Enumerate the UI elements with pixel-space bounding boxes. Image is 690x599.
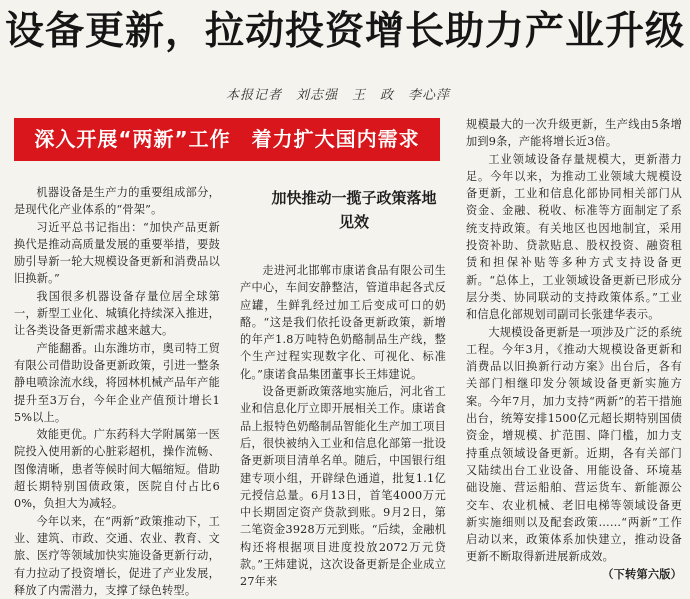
headline: 设备更新，拉动投资增长助力产业升级 bbox=[4, 9, 685, 54]
paragraph: 我国很多机器设备存量位居全球第一，新型工业化、城镇化持续深入推进，让各类设备更新需求越来越大。 bbox=[14, 289, 220, 338]
paragraph: 习近平总书记指出：“加快产品更新换代是推动高质量发展的重要举措，要鼓励引导新一轮大规模设备更新和消费品以旧换新。” bbox=[14, 220, 220, 286]
paragraph: 设备更新政策落地实施后，河北省工业和信息化厅立即开展相关工作。康诺食品上报特色奶酪制品智能化生产加工项目后，很快被纳入工业和信息化部第一批设备更新项目清单名单。随后，中国银行组建专项小组，开辟绿色通道，批复1.1亿元授信总量。6月13日，首笔4000万元中长期固定资产贷款到账。9月2日，第二笔资金3928万元到账。“后续，金融机构还将根据项目进度投放2072万元贷款。”王炜建说，这次设备更新是企业成立27年来 bbox=[240, 385, 447, 589]
paragraph: 走进河北邯郸市康诺食品有限公司生产中心，车间安静整洁，管道串起各式反应罐，生鲜乳经过加工后变成可口的奶酪。“这是我们依托设备更新政策，新增的年产1.8万吨特色奶酪制品生产线，整个生产过程实现数字化、可视化、标准化。”康诺食品集团董事长王炜建说。 bbox=[240, 264, 446, 381]
article-column-1 bbox=[14, 184, 220, 597]
paragraph: 效能更优。广东药科大学附属第一医院投入使用新的心脏彩超机，操作流畅、图像清晰，患者等候时间大幅缩短。借助超长期特别国债政策，医院自付占比60%，负担大为减轻。 bbox=[14, 428, 220, 511]
paragraph: 机器设备是生产力的重要组成部分，是现代化产业体系的“骨架”。 bbox=[14, 186, 220, 217]
article-column-2 bbox=[240, 262, 447, 589]
subheadline: 加快推动一揽子政策落地见效 bbox=[271, 189, 437, 231]
paragraph: 今年以来，在“两新”政策推动下，工业、建筑、市政、交通、农业、教育、文旅、医疗等领域加快实施设备更新行动，有力拉动了投资增长，促进了产业发展，释放了内需潜力，支撑了绿色转型。 bbox=[14, 514, 220, 597]
paragraph: 产能翻番。山东潍坊市，奥司特工贸有限公司借助设备更新政策，引进一整条静电喷涂流水线，将园林机械产品年产能提升至3万台，今年企业产值预计增长15%以上。 bbox=[14, 341, 220, 424]
paragraph: 大规模设备更新是一项涉及广泛的系统工程。今年3月，《推动大规模设备更新和消费品以旧换新行动方案》出台后，各有关部门相继印发分领域设备更新实施方案。今年7月，加力支持“两新”的若干措施出台，统筹安排1500亿元超长期特别国债资金，增规模、扩范围、降门槛，加力支持重点领域设备更新。近期，各有关部门又陆续出台工业设备、用能设备、环境基础设施、营运船舶、营运货车、新能源公交车、农业机械、老旧电梯等领域设备更新实施细则以及配套政策……“两新”工作启动以来，政策体系加快建立，推动设备更新不断取得新进展新成效。 bbox=[466, 325, 682, 564]
paragraph: 规模最大的一次升级更新，生产线由5条增加到9条，产能将增长近3倍。 bbox=[466, 118, 682, 149]
byline: 本报记者 刘志强 王 政 李心萍 bbox=[226, 88, 451, 103]
article-column-3 bbox=[466, 116, 682, 584]
paragraph: 工业领域设备存量规模大，更新潜力足。今年以来，为推动工业领域大规模设备更新，工业和信息化部协同相关部门从资金、金融、税收、标准等方面制定了系统支持政策。有关地区也因地制宜，采用投资补助、贷款贴息、股权投资、融资租赁和担保补贴等多种方式支持设备更新。“总体上，工业领域设备更新已形成分层分类、协同联动的支持政策体系。”工业和信息化部规划司副司长张建华表示。 bbox=[466, 152, 682, 322]
section-banner: 深入开展“两新”工作 着力扩大国内需求 bbox=[14, 118, 440, 161]
continued-note: （下转第六版） bbox=[602, 566, 682, 581]
